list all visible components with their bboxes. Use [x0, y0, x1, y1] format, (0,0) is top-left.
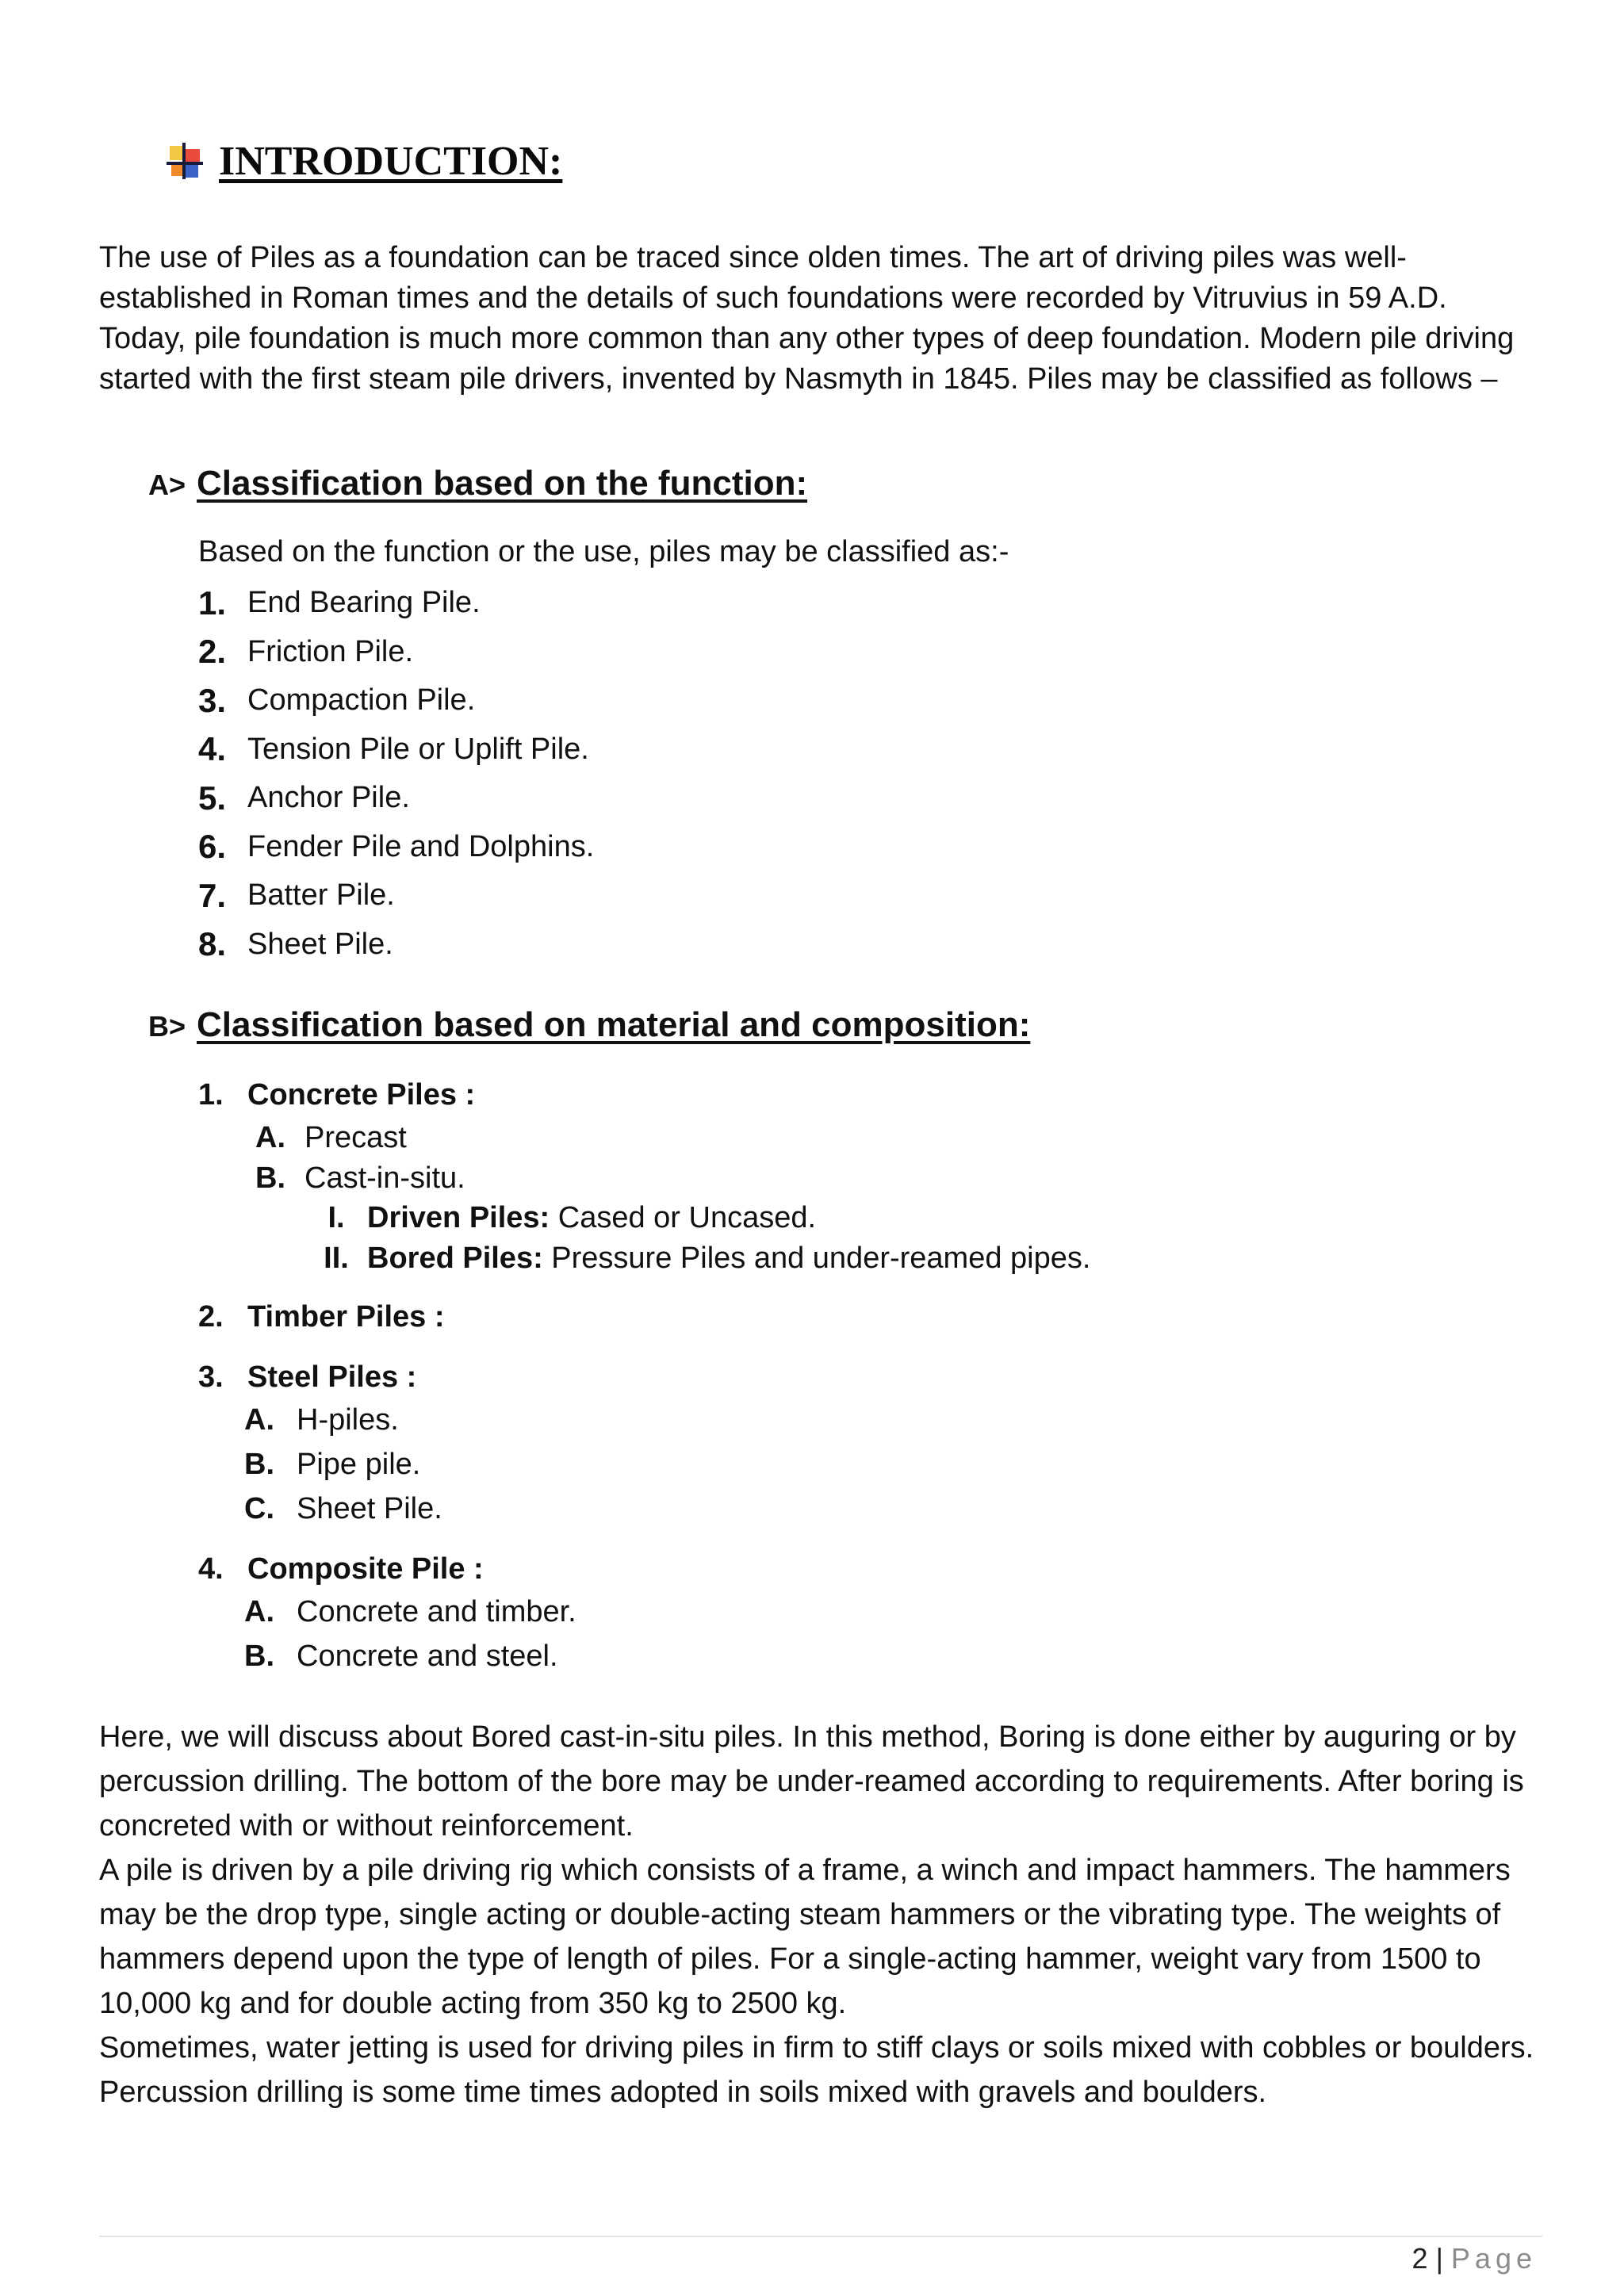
plus-bullet-icon — [167, 143, 203, 179]
list-text: Fender Pile and Dolphins. — [247, 829, 595, 863]
list-item — [198, 823, 594, 872]
material-concrete — [198, 1077, 475, 1113]
page-footer — [1412, 2242, 1537, 2275]
list-number: 3. — [198, 681, 227, 719]
list-item — [198, 774, 594, 823]
function-list — [198, 579, 594, 969]
list-item — [198, 920, 594, 970]
sub-letter: B. — [255, 1161, 285, 1195]
closing-paragraph: Sometimes, water jetting is used for driving piles in firm to stiff clays or soils mixed with cobbles or boulders. Percussion drilling is some time times adopted in soils mixed with gravels and boulders. — [99, 2031, 1534, 2109]
list-number: 1. — [198, 1078, 224, 1112]
list-item — [198, 725, 594, 775]
sub-letter: C. — [244, 1492, 274, 1525]
section-a-heading — [148, 464, 807, 503]
list-number: 4. — [198, 730, 227, 768]
sub-label: Driven Piles: — [367, 1201, 550, 1234]
list-item — [198, 628, 594, 677]
sub-text: Precast — [304, 1121, 407, 1154]
list-text: Batter Pile. — [247, 878, 395, 913]
composite-sub-b — [244, 1638, 558, 1674]
section-b-prefix: B> — [148, 1010, 186, 1043]
page-title: INTRODUCTION: — [219, 138, 563, 184]
material-timber — [198, 1299, 445, 1335]
list-number: 5. — [198, 779, 227, 817]
concrete-sub-b — [255, 1160, 465, 1196]
sub-letter: B. — [244, 1448, 274, 1481]
sub-text: Cast-in-situ. — [304, 1161, 465, 1195]
material-steel — [198, 1359, 416, 1395]
list-number: 1. — [198, 584, 227, 622]
list-text: End Bearing Pile. — [247, 586, 481, 620]
sub-letter: A. — [255, 1121, 285, 1154]
footer-divider — [99, 2236, 1542, 2237]
sub-text: Pipe pile. — [297, 1448, 421, 1481]
list-text: Friction Pile. — [247, 634, 414, 668]
composite-sub-a — [244, 1594, 576, 1630]
list-text: Anchor Pile. — [247, 781, 410, 815]
list-text: Sheet Pile. — [247, 927, 393, 961]
material-label: Timber Piles : — [247, 1300, 445, 1334]
sub-text: Concrete and steel. — [297, 1640, 558, 1673]
steel-sub-a — [244, 1402, 399, 1438]
steel-sub-c — [244, 1490, 442, 1527]
material-label: Steel Piles : — [247, 1360, 417, 1394]
list-number: 2. — [198, 633, 227, 671]
sub-letter: A. — [244, 1595, 274, 1628]
list-item — [198, 579, 594, 628]
list-text: Compaction Pile. — [247, 683, 476, 718]
list-number: 2. — [198, 1300, 224, 1334]
list-text: Tension Pile or Uplift Pile. — [247, 732, 589, 766]
section-b-heading — [148, 1005, 1030, 1045]
title-row — [167, 133, 562, 189]
list-number: 7. — [198, 876, 227, 914]
steel-sub-b — [244, 1446, 420, 1483]
sub-text: H-piles. — [297, 1403, 399, 1437]
sub-text: Cased or Uncased. — [550, 1201, 817, 1234]
material-composite — [198, 1551, 484, 1587]
section-a-lead: Based on the function or the use, piles may be classified as:- — [198, 535, 1009, 568]
material-label: Concrete Piles : — [247, 1078, 476, 1112]
section-a-prefix: A> — [148, 469, 186, 501]
page-label: Page — [1450, 2242, 1537, 2275]
section-a-title: Classification based on the function: — [197, 464, 808, 503]
list-number: 6. — [198, 828, 227, 866]
sub-text: Sheet Pile. — [297, 1492, 442, 1525]
closing-paragraph: Here, we will discuss about Bored cast-in-situ piles. In this method, Boring is done either by auguring or by percussion drilling. The bottom of the bore may be under-reamed according to requirements. After boring is concreted with or without reinforcement. — [99, 1720, 1524, 1843]
concrete-sub-a — [255, 1119, 407, 1156]
section-b-title: Classification based on material and composition: — [197, 1005, 1031, 1044]
sub-letter: A. — [244, 1403, 274, 1437]
closing-text — [99, 1715, 1558, 2114]
sub-text: Pressure Piles and under-reamed pipes. — [542, 1242, 1091, 1275]
sub-letter: B. — [244, 1640, 274, 1673]
intro-paragraph: The use of Piles as a foundation can be traced since olden times. The art of driving piles was well-established in Roman times and the details of such foundations were recorded by Vitruvius in 59 A.D. Today, pile foundation is much more common than any other types of deep foundation. Modern pile driving started with the first steam pile drivers, invented by Nasmyth in 1845. Piles may be classified as follows – — [99, 241, 1515, 396]
list-number: 3. — [198, 1360, 224, 1394]
page-number: 2 — [1411, 2242, 1428, 2275]
sub-label: Bored Piles: — [367, 1242, 543, 1275]
closing-paragraph: A pile is driven by a pile driving rig which consists of a frame, a winch and impact hammers. The hammers may be the drop type, single acting or double-acting steam hammers or the vibrating type. The weights of hammers depend upon the type of length of piles. For a single-acting hammer, weight vary from 1500 to 10,000 kg and for double acting from 350 kg to 2500 kg. — [99, 1854, 1511, 2020]
list-item — [198, 676, 594, 725]
roman-number: II. — [324, 1242, 349, 1275]
list-item — [198, 871, 594, 920]
list-number: 4. — [198, 1552, 224, 1586]
cast-in-situ-bored — [305, 1240, 1090, 1276]
sub-text: Concrete and timber. — [297, 1595, 576, 1628]
material-label: Composite Pile : — [247, 1552, 484, 1586]
footer-separator: | — [1435, 2242, 1443, 2275]
list-number: 8. — [198, 925, 227, 963]
cast-in-situ-driven — [305, 1200, 816, 1236]
roman-number: I. — [327, 1201, 345, 1234]
